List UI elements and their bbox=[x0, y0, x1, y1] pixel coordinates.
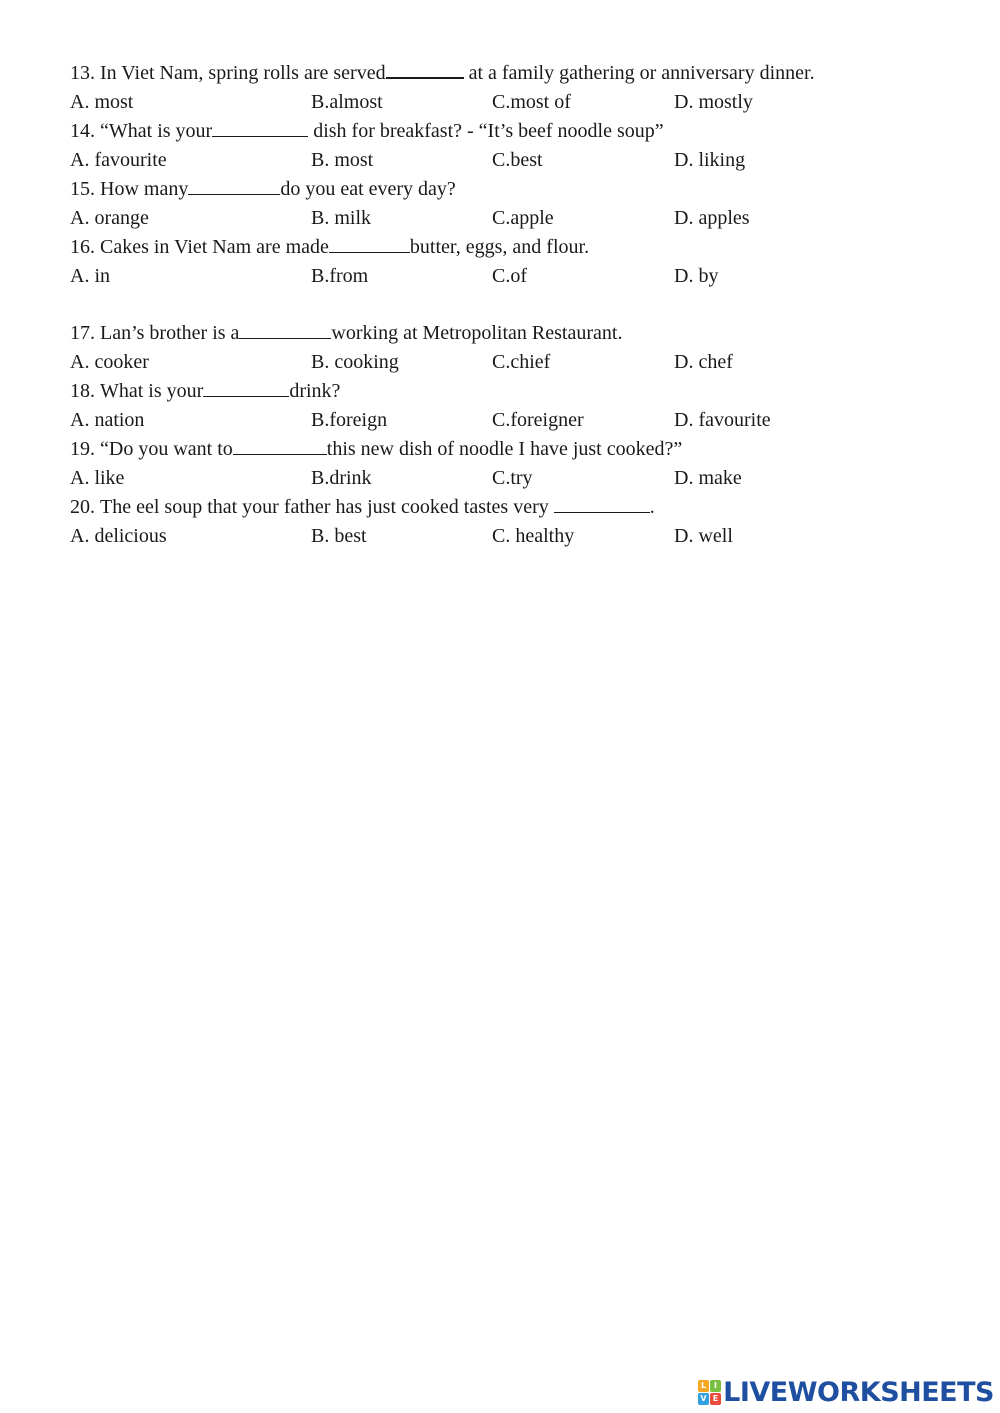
answer-blank[interactable] bbox=[203, 378, 289, 397]
option-d[interactable]: D. liking bbox=[674, 149, 746, 171]
option-a[interactable]: A. delicious bbox=[70, 525, 167, 547]
question-stem bbox=[70, 435, 950, 464]
question-text bbox=[100, 59, 815, 88]
option-a[interactable]: A. most bbox=[70, 91, 134, 113]
question-stem bbox=[70, 319, 950, 348]
option-b[interactable]: B.drink bbox=[311, 467, 372, 489]
stem-after: . bbox=[649, 496, 655, 518]
option-a[interactable]: A. favourite bbox=[70, 149, 167, 171]
logo-tile: L bbox=[698, 1380, 709, 1392]
option-d[interactable]: D. well bbox=[674, 525, 733, 547]
question-text bbox=[100, 435, 682, 464]
question-number: 20. bbox=[70, 496, 95, 518]
question-15 bbox=[70, 175, 950, 233]
question-number: 17. bbox=[70, 322, 95, 344]
option-b[interactable]: B.foreign bbox=[311, 409, 388, 431]
question-stem bbox=[70, 59, 950, 88]
question-text bbox=[100, 233, 589, 262]
option-c[interactable]: C.chief bbox=[492, 351, 551, 373]
logo-tile: E bbox=[710, 1393, 721, 1405]
stem-before: The eel soup that your father has just cooked tastes very bbox=[100, 496, 554, 518]
stem-before: What is your bbox=[100, 380, 204, 402]
answer-blank[interactable] bbox=[188, 176, 280, 195]
question-number: 16. bbox=[70, 236, 95, 258]
logo-tile: I bbox=[710, 1380, 721, 1392]
stem-after: drink? bbox=[289, 380, 341, 402]
logo-text: LIVEWORKSHEETS bbox=[723, 1377, 994, 1408]
option-a[interactable]: A. cooker bbox=[70, 351, 149, 373]
options-row bbox=[70, 522, 950, 551]
stem-before: Cakes in Viet Nam are made bbox=[100, 236, 329, 258]
stem-before: How many bbox=[100, 178, 189, 200]
options-row bbox=[70, 146, 950, 175]
question-group-2 bbox=[70, 319, 950, 551]
option-b[interactable]: B. best bbox=[311, 525, 367, 547]
answer-blank[interactable] bbox=[329, 234, 410, 253]
option-a[interactable]: A. nation bbox=[70, 409, 145, 431]
option-d[interactable]: D. mostly bbox=[674, 91, 753, 113]
option-d[interactable]: D. chef bbox=[674, 351, 733, 373]
options-row bbox=[70, 262, 950, 291]
stem-after: butter, eggs, and flour. bbox=[409, 236, 590, 258]
option-b[interactable]: B.from bbox=[311, 265, 369, 287]
options-row bbox=[70, 348, 950, 377]
question-number: 19. bbox=[70, 438, 95, 460]
stem-after: at a family gathering or anniversary dinner. bbox=[463, 62, 815, 84]
question-19 bbox=[70, 435, 950, 493]
question-17 bbox=[70, 319, 950, 377]
stem-before: Lan’s brother is a bbox=[100, 322, 240, 344]
option-a[interactable]: A. in bbox=[70, 265, 110, 287]
option-b[interactable]: B. milk bbox=[311, 207, 372, 229]
stem-before: “Do you want to bbox=[100, 438, 233, 460]
option-a[interactable]: A. orange bbox=[70, 207, 149, 229]
logo-tile: V bbox=[698, 1393, 709, 1405]
options-row bbox=[70, 88, 950, 117]
option-d[interactable]: D. by bbox=[674, 265, 719, 287]
option-b[interactable]: B. most bbox=[311, 149, 374, 171]
options-row bbox=[70, 406, 950, 435]
question-text bbox=[100, 377, 340, 406]
liveworksheets-logo-icon bbox=[698, 1380, 721, 1406]
question-number: 14. bbox=[70, 120, 95, 142]
question-number: 13. bbox=[70, 62, 95, 84]
option-c[interactable]: C.of bbox=[492, 265, 527, 287]
option-b[interactable]: B.almost bbox=[311, 91, 383, 113]
answer-blank[interactable] bbox=[386, 59, 464, 79]
option-c[interactable]: C.apple bbox=[492, 207, 554, 229]
question-group-1 bbox=[70, 59, 950, 291]
question-number: 15. bbox=[70, 178, 95, 200]
option-d[interactable]: D. favourite bbox=[674, 409, 771, 431]
options-row bbox=[70, 464, 950, 493]
option-d[interactable]: D. make bbox=[674, 467, 742, 489]
stem-before: “What is your bbox=[100, 120, 213, 142]
question-text bbox=[100, 117, 664, 146]
question-stem bbox=[70, 117, 950, 146]
option-c[interactable]: C.try bbox=[492, 467, 533, 489]
stem-after: do you eat every day? bbox=[280, 178, 456, 200]
question-text bbox=[100, 319, 622, 348]
option-b[interactable]: B. cooking bbox=[311, 351, 399, 373]
answer-blank[interactable] bbox=[239, 320, 331, 339]
stem-after: dish for breakfast? - “It’s beef noodle soup” bbox=[308, 120, 664, 142]
answer-blank[interactable] bbox=[233, 436, 327, 455]
question-number: 18. bbox=[70, 380, 95, 402]
question-stem bbox=[70, 233, 950, 262]
question-20 bbox=[70, 493, 950, 551]
liveworksheets-logo bbox=[698, 1377, 994, 1409]
option-d[interactable]: D. apples bbox=[674, 207, 750, 229]
option-c[interactable]: C.most of bbox=[492, 91, 571, 113]
stem-after: working at Metropolitan Restaurant. bbox=[331, 322, 623, 344]
question-13 bbox=[70, 59, 950, 117]
question-text bbox=[100, 493, 655, 522]
question-stem bbox=[70, 377, 950, 406]
question-16 bbox=[70, 233, 950, 291]
option-a[interactable]: A. like bbox=[70, 467, 125, 489]
question-stem bbox=[70, 175, 950, 204]
option-c[interactable]: C.foreigner bbox=[492, 409, 584, 431]
question-text bbox=[100, 175, 456, 204]
stem-before: In Viet Nam, spring rolls are served bbox=[100, 62, 386, 84]
answer-blank[interactable] bbox=[554, 494, 650, 513]
option-c[interactable]: C. healthy bbox=[492, 525, 575, 547]
question-stem bbox=[70, 493, 950, 522]
stem-after: this new dish of noodle I have just cooked?” bbox=[326, 438, 683, 460]
question-14 bbox=[70, 117, 950, 175]
option-c[interactable]: C.best bbox=[492, 149, 543, 171]
options-row bbox=[70, 204, 950, 233]
question-18 bbox=[70, 377, 950, 435]
answer-blank[interactable] bbox=[212, 118, 308, 137]
